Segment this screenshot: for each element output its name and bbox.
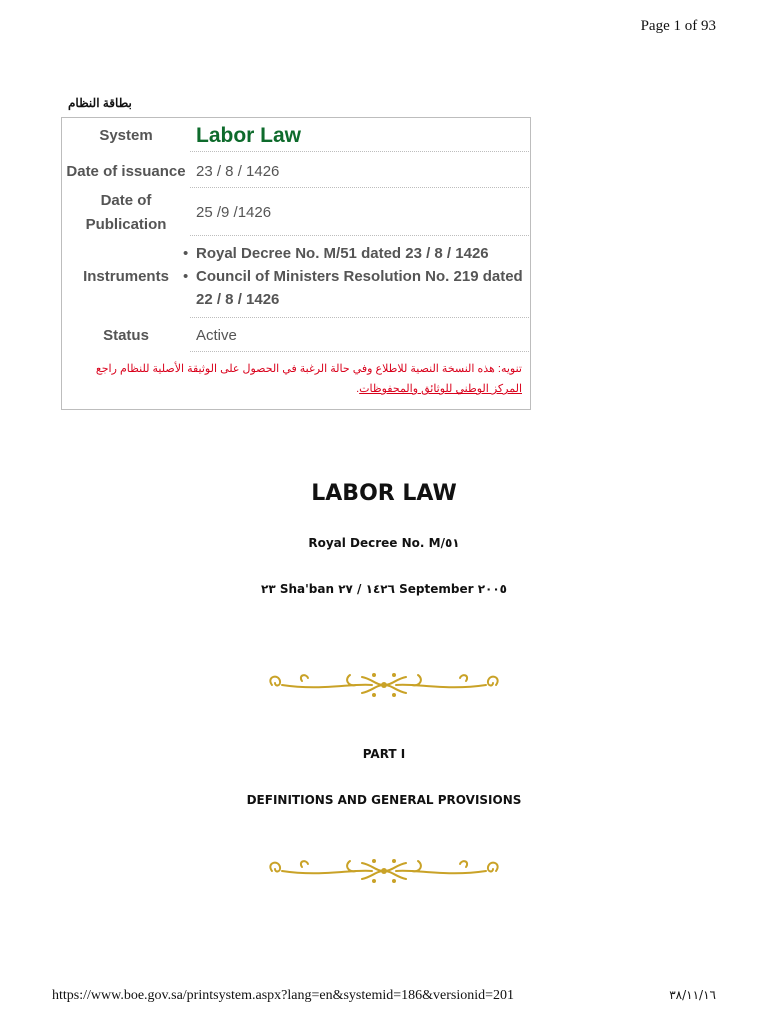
issuance-value: 23 / 8 / 1426 [190,156,529,188]
royal-decree-line: Royal Decree No. M/٥١ [308,536,460,550]
page-indicator: Page 1 of 93 [640,18,716,34]
row-system [62,118,530,154]
publication-value: 25 /9 /1426 [190,190,529,236]
instruments-list [196,242,529,311]
document-title: LABOR LAW [311,481,457,506]
national-archive-link[interactable]: المركز الوطني للوثائق والمحفوظات [359,383,522,395]
publication-label: Date of Publication [85,191,167,233]
footer-url: https://www.boe.gov.sa/printsystem.aspx?lang=en&systemid=186&versionid=201 [52,988,515,1003]
instrument-item: • Royal Decree No. M/51 dated 23 / 8 / 1426 [196,242,529,265]
footer-date: ٣٨/١١/١٦ [669,988,716,1002]
row-status [62,318,530,353]
status-label: Status [103,326,149,344]
system-card-title: بطاقة النظام [68,96,132,110]
instrument-item: • Council of Ministers Resolution No. 219 dated 22 / 8 / 1426 [196,265,529,311]
instruments-label: Instruments [83,268,169,285]
row-instruments [62,236,530,318]
instruments-value [190,236,529,318]
system-label: System [99,127,153,144]
gold-flourish-ornament-icon [262,855,506,885]
notice-end: . [356,383,360,395]
notice-text [62,353,530,409]
row-publication [62,189,530,236]
decree-date-line: ٢٣ Sha'ban ١٤٢٦ / ٢٧ September ٢٠٠٥ [261,582,507,596]
system-card [61,117,531,410]
issuance-label: Date of issuance [66,162,186,180]
notice-body: تنويه: هذه النسخة النصية للاطلاع وفي حالة الرغبة في الحصول على الوثيقة الأصلية للنظام راجع [95,363,522,375]
gold-flourish-ornament-icon [262,669,506,699]
section-heading: DEFINITIONS AND GENERAL PROVISIONS [246,793,522,807]
part-heading: PART I [362,747,406,761]
status-value: Active [190,320,529,352]
row-issuance [62,154,530,189]
system-value: Labor Law [190,120,529,152]
